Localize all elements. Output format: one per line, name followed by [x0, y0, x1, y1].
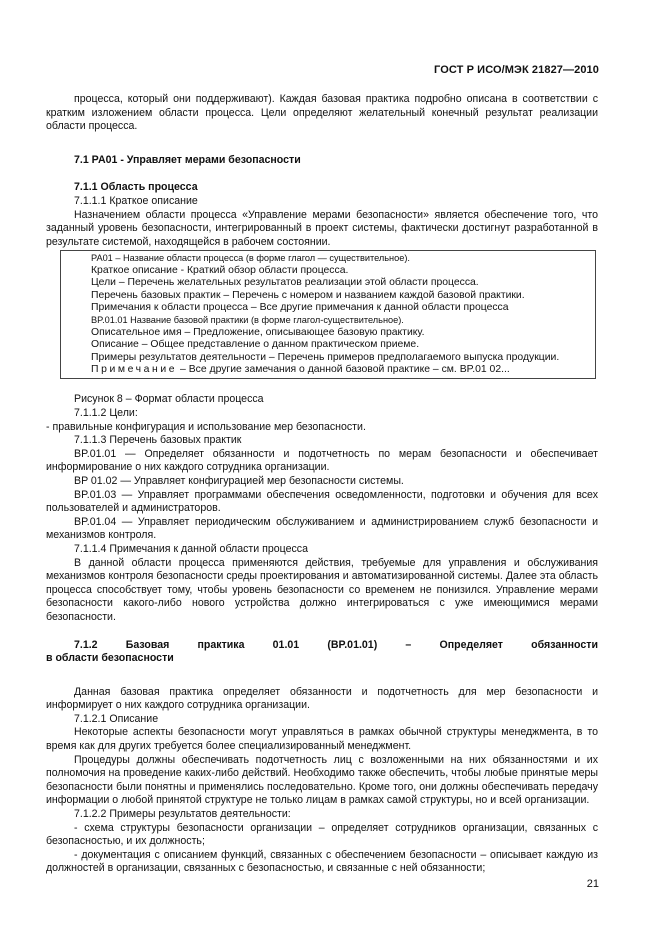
- box-line-summary: Краткое описание - Краткий обзор области процесса.: [91, 264, 349, 276]
- heading-word: Базовая: [125, 638, 170, 651]
- section-7-1-2-1-text-b: Процедуры должны обеспечивать подотчетность лиц с возложенными на них обязанностями и их полномочия на проведение каких-либо действий. Необходимо также обеспечить, чтобы любые принятые меры безопасности были понятны и применялись последовательно. Кроме того, они должны обеспечивать передачу информации о любой принятой структуре не только лицам в рамках самой структуры, но и всей организации.: [46, 753, 598, 807]
- box-note-label: Примечание: [91, 364, 178, 375]
- document-body: [46, 93, 598, 876]
- box-line-note: [61, 364, 595, 376]
- box-line-work-products: Примеры результатов деятельности – Перечень примеров предполагаемого выпуска продукции.: [91, 351, 560, 363]
- base-practice-bp-01-02: BP 01.02 — Управляет конфигурацией мер безопасности системы.: [74, 474, 404, 487]
- section-7-1-1-1-text: Назначением области процесса «Управление мерами безопасности» является обеспечение того, что заданный уровень безопасности, интегрированный в проект системы, фактически достигнут разработанной в результате системой, находящейся в рабочем состоянии.: [46, 208, 598, 248]
- box-line-base-practices: Перечень базовых практик – Перечень с номером и названием каждой базовой практики.: [91, 289, 525, 301]
- box-line-goals: Цели – Перечень желательных результатов реализации этой области процесса.: [91, 277, 479, 289]
- section-7-1-2-heading: [46, 639, 598, 653]
- heading-word: (BP.01.01): [327, 638, 378, 651]
- section-7-1-1-2-heading: 7.1.1.2 Цели:: [74, 407, 138, 419]
- box-line-description: Описание – Общее представление о данном практическом приеме.: [91, 339, 420, 351]
- example-item-2: - документация с описанием функций, связанных с обеспечением безопасности – описывает каждую из должностей в организации, связанных с безопасностью, и связанные с ней обязанности;: [46, 848, 598, 875]
- section-7-1-2-2-heading: 7.1.2.2 Примеры результатов деятельности:: [74, 808, 291, 821]
- section-7-1-1-4-text: В данной области процесса применяются действия, требуемые для управления и обслуживания механизмов контроля безопасности среды проектирования и автоматизированной системы. Далее эта область процесса способствует тому, чтобы уровень безопасности со временем не понизился. Управление мерами безопасности какого-либо нового устройства должно интегрироваться с уже имеющимися мерами безопасности.: [46, 556, 598, 623]
- box-line-descriptive-name: Описательное имя – Предложение, описывающее базовую практику.: [91, 326, 425, 338]
- base-practice-bp-01-01: BP.01.01 — Определяет обязанности и подотчетность по мерам безопасности и обеспечивает информирование о них каждого сотрудника организации.: [46, 447, 598, 474]
- goal-item: - правильные конфигурация и использование мер безопасности.: [46, 420, 366, 433]
- section-7-1-1-heading: 7.1.1 Область процесса: [74, 181, 198, 194]
- heading-word: 7.1.2: [74, 638, 98, 651]
- box-line-bp-name: BP.01.01 Название базовой практики (в форме глагол-существительное).: [91, 315, 404, 326]
- intro-paragraph: процесса, который они поддерживают). Каждая базовая практика подробно описана в соответствии с кратким изложением области процесса. Цели определяют желательный конечный результат реализации области процесса.: [46, 93, 598, 133]
- section-7-1-2-heading-line-2: в области безопасности: [46, 652, 174, 665]
- section-7-1-heading: 7.1 PA01 - Управляет мерами безопасности: [74, 153, 301, 166]
- section-7-1-2-1-text-a: Некоторые аспекты безопасности могут управляться в рамках обычной структуры менеджмента, в то время как для других требуется более специализированный менеджмент.: [46, 726, 598, 753]
- section-7-1-1-4-heading: 7.1.1.4 Примечания к данной области процесса: [74, 542, 308, 555]
- heading-word: практика: [197, 638, 245, 651]
- document-code-header: ГОСТ Р ИСО/МЭК 21827—2010: [434, 64, 599, 76]
- base-practice-bp-01-04: BP.01.04 — Управляет периодическим обслуживанием и администрированием служб безопасности и механизмов контроля.: [46, 515, 598, 542]
- heading-word: 01.01: [272, 638, 300, 651]
- section-7-1-2-text: Данная базовая практика определяет обязанности и подотчетность для мер безопасности и информирует о них каждого сотрудника организации.: [46, 685, 598, 712]
- example-item-1: - схема структуры безопасности организации – определяет сотрудников организации, связанных с безопасностью, и их должность;: [46, 821, 598, 848]
- heading-word: Определяет: [439, 638, 503, 651]
- box-line-pa01: PA01 – Название области процесса (в форме глагол — существительное).: [91, 253, 410, 264]
- base-practice-bp-01-03: BP.01.03 — Управляет программами обеспечения осведомленности, подготовки и обучения для всех пользователей и администраторов.: [46, 488, 598, 515]
- page-number: 21: [586, 878, 599, 890]
- heading-word: –: [405, 638, 412, 651]
- process-area-format-box: [60, 250, 596, 379]
- heading-word: обязанности: [531, 638, 598, 651]
- section-7-1-1-3-heading: 7.1.1.3 Перечень базовых практик: [74, 434, 242, 447]
- section-7-1-2-1-heading: 7.1.2.1 Описание: [74, 712, 159, 725]
- figure-8-caption: Рисунок 8 – Формат области процесса: [74, 393, 264, 406]
- box-line-notes: Примечания к области процесса – Все другие примечания к данной области процесса: [91, 301, 509, 313]
- section-7-1-1-1-heading: 7.1.1.1 Краткое описание: [74, 194, 198, 207]
- box-note-text: – Все другие замечания о данной базовой практике – см. BP.01 02...: [177, 364, 510, 375]
